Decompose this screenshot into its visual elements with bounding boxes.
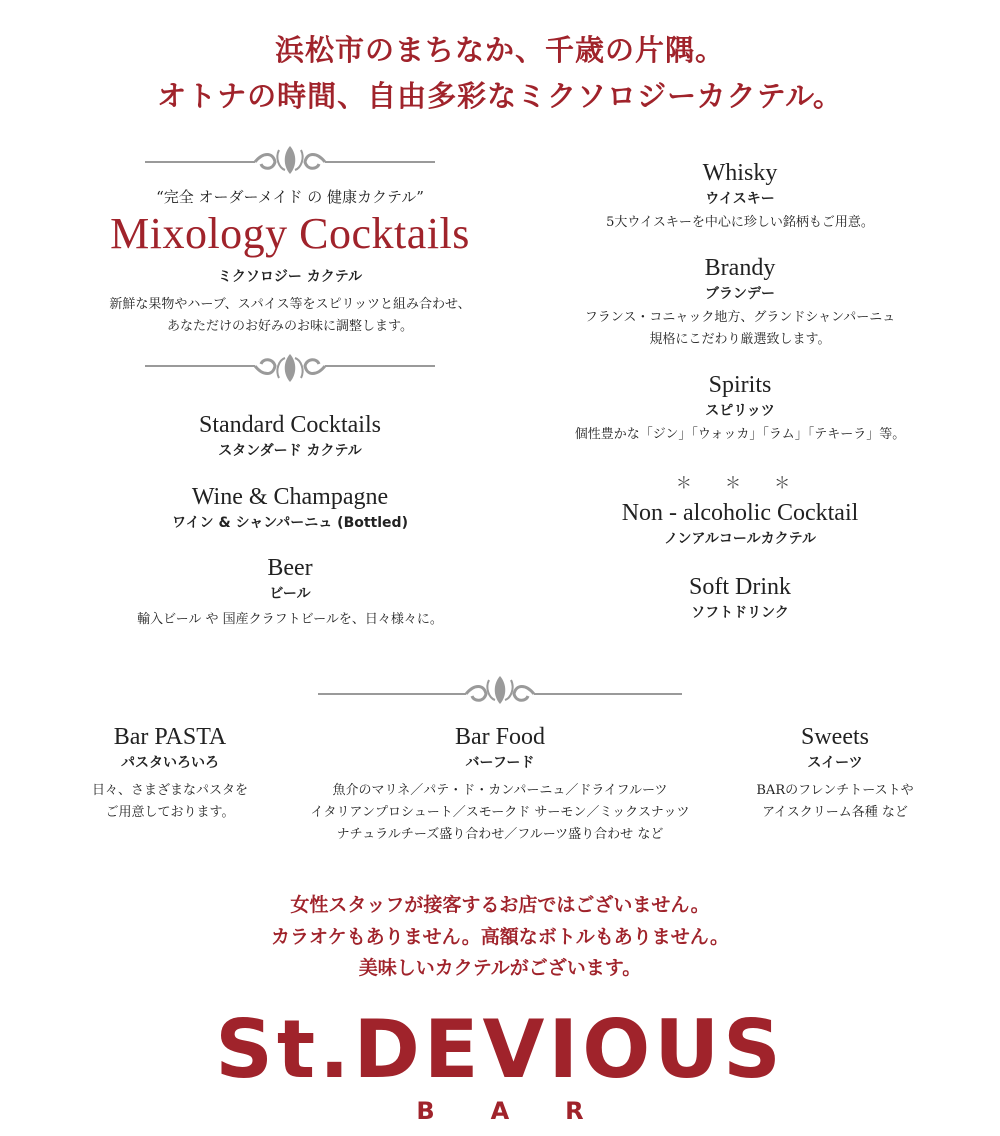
food-bar-pasta: [60, 722, 280, 824]
headline-line-1: 浜松市のまちなか、千歳の片隅。: [274, 33, 725, 67]
food-sweets: [725, 722, 945, 824]
brand-logo: [0, 1003, 1000, 1126]
menu-item-en: Wine & Champagne: [191, 484, 389, 510]
food-jp: パスタいろいろ: [121, 755, 219, 771]
menu-item-desc: 規格にこだわり厳選致します。: [649, 332, 831, 347]
menu-item-brandy: [540, 253, 940, 351]
menu-item-beer: [90, 553, 490, 631]
food-en: Sweets: [801, 724, 869, 750]
notice-line-3: 美味しいカクテルがございます。: [358, 957, 642, 979]
food-desc: 日々、さまざまなパスタを: [91, 783, 248, 798]
menu-item-jp: ウイスキー: [705, 191, 775, 207]
menu-item-soft-drink: [540, 572, 940, 624]
food-bar-food: [290, 722, 710, 846]
mixology-jp-label: ミクソロジー カクテル: [217, 269, 363, 285]
menu-item-desc: フランス・コニャック地方、グランドシャンパーニュ: [584, 310, 896, 325]
menu-item-jp: ブランデー: [705, 286, 775, 302]
menu-item-jp: スタンダード カクテル: [218, 443, 362, 459]
brand-logo-sub: BAR: [416, 1097, 640, 1125]
menu-item-desc: 輸入ビール や 国産クラフトビールを、日々様々に。: [137, 612, 443, 627]
menu-item-non-alcoholic: [540, 498, 940, 550]
menu-item-jp: ワイン & シャンパーニュ (Bottled): [172, 515, 408, 531]
menu-item-en: Soft Drink: [689, 574, 791, 600]
menu-item-en: Standard Cocktails: [199, 412, 381, 438]
mixology-title: Mixology Cocktails: [110, 209, 470, 258]
notice-line-1: 女性スタッフが接客するお店ではございません。: [290, 894, 710, 916]
mixology-quote: “完全 オーダーメイド の 健康カクテル”: [156, 188, 424, 206]
menu-item-desc: 5大ウイスキーを中心に珍しい銘柄もご用意。: [606, 215, 874, 230]
menu-item-en: Non - alcoholic Cocktail: [621, 500, 859, 526]
menu-item-jp: ノンアルコールカクテル: [664, 531, 816, 547]
menu-item-jp: ソフトドリンク: [691, 605, 789, 621]
food-desc: 魚介のマリネ／パテ・ド・カンパーニュ／ドライフルーツ: [332, 783, 668, 798]
stars-separator: ＊ ＊ ＊: [675, 473, 805, 492]
mixology-desc-1: 新鮮な果物やハーブ、スパイス等をスピリッツと組み合わせ、: [109, 297, 471, 312]
food-desc: アイスクリーム各種 など: [762, 805, 908, 820]
mixology-desc-2: あなただけのお好みのお味に調整します。: [167, 319, 413, 334]
food-desc: ナチュラルチーズ盛り合わせ／フルーツ盛り合わせ など: [336, 827, 664, 842]
menu-item-jp: ビール: [269, 586, 311, 602]
menu-item-desc: 個性豊かな「ジン」「ウォッカ」「ラム」「テキーラ」等。: [574, 427, 906, 442]
ornament-divider-bottom-icon: [145, 350, 435, 386]
ornament-divider-top-icon: [145, 142, 435, 178]
menu-item-jp: スピリッツ: [705, 403, 775, 419]
food-desc: ご用意しております。: [105, 805, 235, 820]
menu-item-en: Brandy: [704, 255, 776, 281]
food-desc: イタリアンプロシュート／スモークド サーモン／ミックスナッツ: [310, 805, 690, 820]
menu-item-standard-cocktails: [90, 410, 490, 462]
menu-item-en: Beer: [267, 555, 313, 581]
headline-line-2: オトナの時間、自由多彩なミクソロジーカクテル。: [157, 79, 843, 113]
mixology-section: [80, 186, 500, 338]
ornament-divider-food-icon: [318, 670, 682, 706]
menu-item-wine-champagne: [90, 482, 490, 534]
food-jp: バーフード: [465, 755, 535, 771]
food-jp: スイーツ: [807, 755, 863, 771]
food-desc: BARのフレンチトーストや: [756, 783, 914, 798]
food-en: Bar PASTA: [113, 724, 227, 750]
notice-line-2: カラオケもありません。高額なボトルもありません。: [271, 926, 729, 948]
menu-item-en: Spirits: [708, 372, 772, 398]
brand-logo-main: St.DEVIOUS: [215, 1003, 785, 1096]
menu-item-whisky: [540, 158, 940, 234]
menu-item-spirits: [540, 370, 940, 446]
food-en: Bar Food: [455, 724, 545, 750]
menu-item-en: Whisky: [702, 160, 778, 186]
